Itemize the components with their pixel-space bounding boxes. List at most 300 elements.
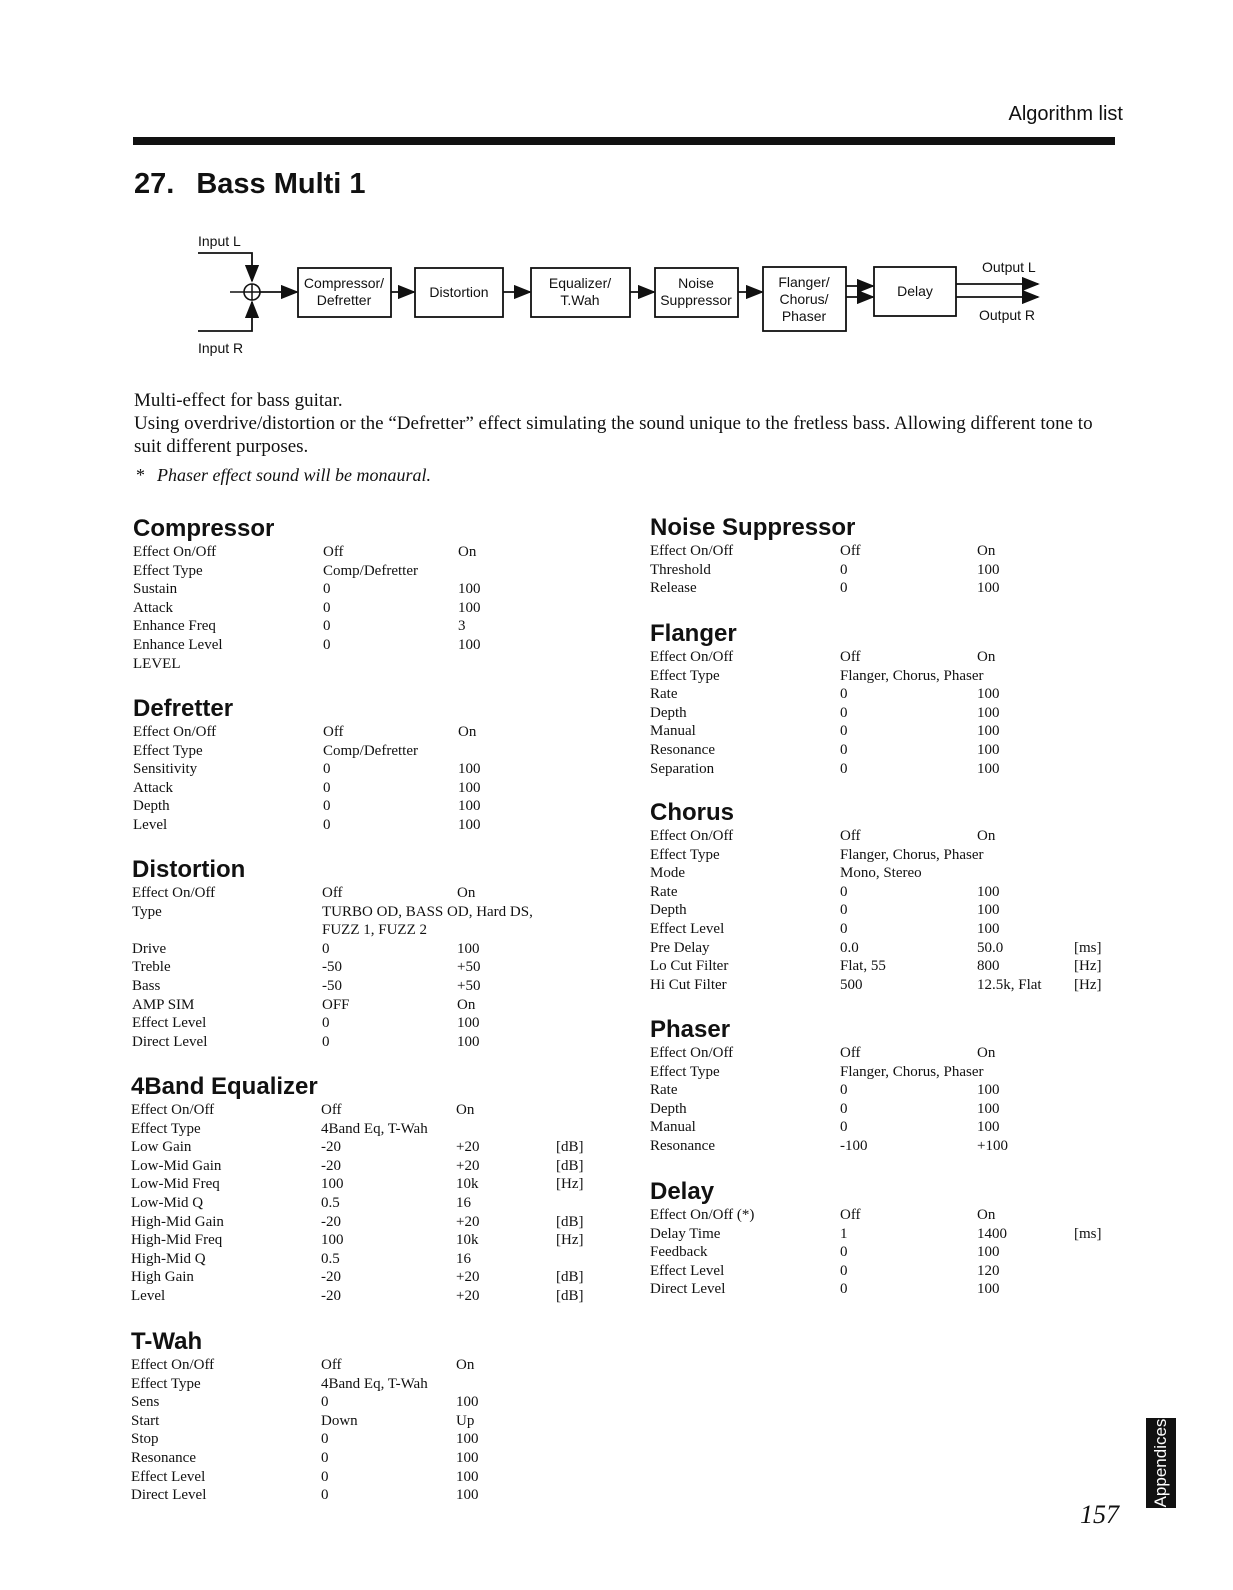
- parameter-row: [650, 542, 996, 561]
- range-max: On: [458, 544, 477, 560]
- parameter-row: [132, 977, 481, 996]
- range-max: 100: [457, 940, 480, 957]
- range-min: 0: [840, 1281, 848, 1298]
- parameter-row: [132, 921, 427, 940]
- block-distortion: [415, 268, 503, 317]
- parameter-name: Rate: [650, 686, 678, 703]
- input-r-label: Input R: [198, 340, 244, 356]
- parameter-name: Depth: [650, 902, 687, 919]
- parameter-name: Effect On/Off: [132, 885, 216, 901]
- parameter-name: Delay Time: [650, 1225, 721, 1242]
- parameter-name: Enhance Freq: [133, 618, 216, 635]
- section-title: Compressor: [133, 515, 275, 542]
- parameter-row: [133, 562, 418, 581]
- range-min: 100: [321, 1232, 344, 1249]
- range-max: 16: [456, 1250, 471, 1267]
- range-max: 100: [977, 902, 1000, 919]
- range-max: 10k: [456, 1232, 479, 1249]
- parameter-name: Feedback: [650, 1244, 708, 1261]
- parameter-row: [131, 1393, 479, 1412]
- range-min: Off: [840, 1045, 861, 1061]
- parameter-row: [650, 579, 1000, 598]
- parameter-row: [131, 1101, 475, 1120]
- range-max: 100: [458, 581, 481, 598]
- range-max: 100: [977, 580, 1000, 597]
- unit: [ms]: [1074, 1225, 1102, 1242]
- parameter-row: [650, 901, 1000, 920]
- range-max: 100: [456, 1449, 479, 1466]
- range-min: Off: [840, 1207, 861, 1223]
- range-min: 1: [840, 1225, 848, 1242]
- parameter-row: [650, 883, 1000, 902]
- parameter-row: [131, 1412, 475, 1431]
- block-delay: [874, 267, 956, 316]
- parameter-name: Rate: [650, 1082, 678, 1099]
- parameter-row: [131, 1287, 584, 1306]
- description: [134, 389, 1119, 487]
- parameter-name: Resonance: [650, 741, 715, 758]
- parameter-row: [650, 957, 1102, 976]
- parameter-row: [131, 1268, 584, 1287]
- section-flanger: [650, 620, 1000, 778]
- parameter-row: [132, 1033, 480, 1052]
- range-max: 120: [977, 1262, 1000, 1279]
- range-min: -50: [322, 959, 342, 976]
- parameter-name: Low Gain: [131, 1139, 192, 1156]
- range-max: On: [456, 1357, 475, 1373]
- block-noise-suppressor: [655, 268, 738, 317]
- section-title: Chorus: [650, 799, 734, 826]
- parameter-row: [133, 655, 274, 674]
- range-min: 0: [322, 940, 330, 957]
- parameter-name: Effect On/Off: [131, 1357, 215, 1373]
- parameter-name: Depth: [650, 1100, 687, 1117]
- unit: [Hz]: [556, 1176, 584, 1193]
- parameter-row: [133, 617, 466, 636]
- parameter-row: [131, 1213, 584, 1232]
- range-max: 100: [456, 1468, 479, 1485]
- range-max: 50.0: [977, 939, 1004, 956]
- range-min: 0: [840, 1244, 848, 1261]
- range-min: Flanger, Chorus, Phaser: [840, 667, 984, 684]
- parameter-row: [133, 816, 481, 835]
- parameter-row: [133, 599, 481, 618]
- parameter-name: Effect Type: [650, 667, 720, 684]
- parameter-name: Level: [131, 1287, 166, 1304]
- range-max: On: [458, 724, 477, 740]
- parameter-name: Rate: [650, 883, 678, 900]
- parameter-name: Effect On/Off: [133, 544, 217, 560]
- parameter-row: [132, 940, 480, 959]
- range-max: 3: [458, 618, 466, 635]
- range-max: 100: [457, 1033, 480, 1050]
- range-min: FUZZ 1, FUZZ 2: [322, 922, 427, 939]
- range-max: +20: [456, 1213, 480, 1230]
- parameter-row: [132, 958, 481, 977]
- range-max: On: [457, 885, 476, 901]
- parameter-name: Bass: [132, 977, 161, 994]
- range-min: 0: [840, 920, 848, 937]
- footnote-text: Phaser effect sound will be monaural.: [157, 465, 431, 485]
- range-min: 0: [323, 816, 331, 833]
- range-max: On: [456, 1102, 475, 1118]
- input-l-label: Input L: [198, 233, 241, 249]
- parameter-row: [131, 1250, 471, 1269]
- range-min: OFF: [322, 996, 350, 1013]
- section-chorus: [650, 799, 1102, 994]
- range-max: 16: [456, 1194, 471, 1211]
- range-min: 0: [840, 580, 848, 597]
- range-max: 100: [456, 1431, 479, 1448]
- range-max: 100: [977, 741, 1000, 758]
- block-flanger-line1: Flanger/: [778, 274, 830, 290]
- range-min: -20: [321, 1157, 341, 1174]
- range-min: 0: [840, 902, 848, 919]
- parameter-name: Effect Level: [650, 920, 725, 937]
- parameter-name: Effect Type: [650, 846, 720, 863]
- parameter-name: Mode: [650, 865, 685, 882]
- range-max: 100: [457, 1015, 480, 1032]
- range-min: 100: [321, 1176, 344, 1193]
- parameter-name: Effect Type: [131, 1120, 201, 1137]
- parameter-name: Effect On/Off: [650, 1045, 734, 1061]
- range-min: 0: [840, 1262, 848, 1279]
- range-min: -20: [321, 1287, 341, 1304]
- range-max: 100: [977, 1119, 1000, 1136]
- parameter-name: AMP SIM: [132, 996, 195, 1013]
- parameter-name: Direct Level: [650, 1281, 726, 1298]
- parameter-row: [650, 1243, 1000, 1262]
- page-number: 157: [1080, 1500, 1119, 1529]
- block-noise-line1: Noise: [678, 275, 714, 291]
- block-equalizer-twah: [531, 268, 630, 317]
- range-min: 4Band Eq, T-Wah: [321, 1375, 428, 1392]
- range-min: 0: [840, 723, 848, 740]
- range-min: Off: [322, 885, 343, 901]
- parameter-row: [650, 741, 1000, 760]
- range-max: 100: [458, 636, 481, 653]
- parameter-name: Low-Mid Gain: [131, 1157, 222, 1174]
- parameter-name: Pre Delay: [650, 939, 710, 956]
- range-min: 0: [323, 581, 331, 598]
- description-line-1: Multi-effect for bass guitar.: [134, 390, 343, 411]
- parameter-row: [650, 561, 1000, 580]
- parameter-row: [132, 996, 476, 1015]
- range-min: Off: [840, 543, 861, 559]
- parameter-row: [133, 742, 418, 761]
- range-min: 4Band Eq, T-Wah: [321, 1120, 428, 1137]
- parameter-name: Level: [133, 816, 168, 833]
- range-min: 0: [840, 1082, 848, 1099]
- parameter-name: Start: [131, 1412, 160, 1429]
- parameter-name: Effect Type: [131, 1375, 201, 1392]
- range-min: -100: [840, 1137, 868, 1154]
- parameter-name: Stop: [131, 1431, 159, 1448]
- range-max: +20: [456, 1157, 480, 1174]
- parameter-name: Enhance Level: [133, 636, 223, 653]
- range-max: 100: [456, 1487, 479, 1504]
- range-max: 100: [977, 920, 1000, 937]
- range-max: 100: [458, 599, 481, 616]
- range-min: -20: [321, 1139, 341, 1156]
- block-flanger-line3: Phaser: [781, 308, 827, 324]
- range-min: Comp/Defretter: [323, 562, 418, 579]
- output-r-label: Output R: [979, 307, 1036, 323]
- parameter-name: Depth: [650, 704, 687, 721]
- unit: [dB]: [556, 1269, 584, 1286]
- range-min: Off: [321, 1102, 342, 1118]
- parameter-name: Low-Mid Q: [131, 1194, 204, 1211]
- block-equalizer-line2: T.Wah: [560, 292, 600, 308]
- parameter-name: Resonance: [650, 1137, 715, 1154]
- parameter-name: Resonance: [131, 1449, 196, 1466]
- block-delay-label: Delay: [897, 283, 933, 299]
- section-distortion: [132, 856, 533, 1051]
- range-min: 0: [840, 561, 848, 578]
- range-max: On: [977, 649, 996, 665]
- parameter-row: [650, 1044, 996, 1063]
- input-l-line: [198, 253, 252, 281]
- parameter-name: Release: [650, 580, 697, 597]
- parameter-name: High-Mid Gain: [131, 1213, 224, 1230]
- range-min: -20: [321, 1269, 341, 1286]
- range-min: 0: [840, 883, 848, 900]
- unit: [ms]: [1074, 939, 1102, 956]
- parameter-name: Hi Cut Filter: [650, 976, 727, 993]
- parameter-row: [131, 1120, 428, 1139]
- signal-flow-diagram: [0, 0, 1233, 370]
- range-max: 100: [977, 723, 1000, 740]
- range-min: 500: [840, 976, 863, 993]
- parameter-name: Attack: [133, 599, 173, 616]
- parameter-row: [650, 685, 1000, 704]
- footnote: [134, 464, 1119, 487]
- range-min: 0: [840, 686, 848, 703]
- parameter-row: [133, 797, 481, 816]
- parameter-row: [650, 846, 984, 865]
- unit: [dB]: [556, 1213, 584, 1230]
- parameter-row: [131, 1175, 584, 1194]
- parameter-row: [650, 760, 1000, 779]
- parameter-name: Effect Type: [133, 742, 203, 759]
- range-min: Off: [840, 828, 861, 844]
- parameter-row: [650, 864, 922, 883]
- parameter-row: [650, 1100, 1000, 1119]
- range-min: Down: [321, 1412, 358, 1429]
- parameter-row: [650, 976, 1102, 995]
- range-max: 100: [977, 704, 1000, 721]
- range-min: Off: [323, 544, 344, 560]
- range-min: Flat, 55: [840, 958, 886, 975]
- parameter-name: Effect Level: [132, 1015, 207, 1032]
- range-min: Off: [840, 649, 861, 665]
- range-max: 800: [977, 958, 1000, 975]
- range-max: 100: [977, 561, 1000, 578]
- parameter-row: [131, 1231, 584, 1250]
- range-max: 10k: [456, 1176, 479, 1193]
- parameter-row: [650, 648, 996, 667]
- parameter-row: [650, 1262, 1000, 1281]
- range-max: 100: [458, 798, 481, 815]
- section-compressor: [133, 515, 481, 673]
- range-max: 12.5k, Flat: [977, 976, 1042, 993]
- parameter-name: Effect On/Off (*): [650, 1207, 755, 1223]
- range-max: 1400: [977, 1225, 1007, 1242]
- range-max: 100: [458, 779, 481, 796]
- range-min: 0: [323, 798, 331, 815]
- parameter-name: High Gain: [131, 1269, 194, 1286]
- parameter-name: Effect On/Off: [650, 543, 734, 559]
- parameter-row: [650, 1081, 1000, 1100]
- parameter-row: [132, 903, 533, 922]
- parameter-row: [131, 1486, 479, 1505]
- section-delay: [650, 1178, 1102, 1299]
- parameter-row: [650, 1280, 1000, 1299]
- parameter-name: Attack: [133, 779, 173, 796]
- range-max: 100: [458, 761, 481, 778]
- parameter-name: Treble: [132, 959, 171, 976]
- range-max: 100: [977, 760, 1000, 777]
- parameter-row: [650, 939, 1102, 958]
- range-min: 0: [321, 1431, 329, 1448]
- input-r-line: [198, 302, 252, 331]
- range-min: -20: [321, 1213, 341, 1230]
- parameter-name: Effect Level: [131, 1468, 206, 1485]
- range-max: 100: [977, 1244, 1000, 1261]
- algorithm-name: Bass Multi 1: [196, 168, 366, 200]
- range-max: +20: [456, 1269, 480, 1286]
- range-min: 0: [323, 636, 331, 653]
- block-compressor-line1: Compressor/: [303, 275, 385, 291]
- parameter-row: [132, 884, 476, 903]
- range-min: 0.5: [321, 1194, 340, 1211]
- range-min: 0: [321, 1468, 329, 1485]
- parameter-row: [650, 667, 984, 686]
- range-min: 0: [323, 599, 331, 616]
- parameter-row: [131, 1138, 584, 1157]
- parameter-row: [131, 1356, 475, 1375]
- parameter-row: [650, 704, 1000, 723]
- block-compressor-defretter: [298, 268, 391, 317]
- range-min: 0: [322, 1015, 330, 1032]
- range-min: Comp/Defretter: [323, 742, 418, 759]
- parameter-row: [133, 723, 477, 742]
- parameter-name: Direct Level: [131, 1487, 207, 1504]
- range-min: Off: [323, 724, 344, 740]
- mixer-icon: [244, 284, 260, 300]
- section-defretter: [133, 695, 481, 835]
- parameter-name: Manual: [650, 723, 696, 740]
- parameter-row: [133, 779, 481, 798]
- range-max: On: [977, 1207, 996, 1223]
- parameter-row: [133, 636, 481, 655]
- section-title: Noise Suppressor: [650, 514, 856, 541]
- range-min: 0: [323, 618, 331, 635]
- range-max: +100: [977, 1137, 1008, 1154]
- parameter-row: [650, 827, 996, 846]
- range-max: 100: [977, 1281, 1000, 1298]
- range-min: 0: [840, 1100, 848, 1117]
- range-max: 100: [977, 1082, 1000, 1099]
- parameter-name: Sensitivity: [133, 761, 198, 778]
- parameter-name: Effect On/Off: [133, 724, 217, 740]
- block-flanger-line2: Chorus/: [779, 291, 829, 307]
- parameter-name: Effect Type: [133, 562, 203, 579]
- parameter-row: [650, 1225, 1102, 1244]
- parameter-row: [132, 1014, 480, 1033]
- range-min: Flanger, Chorus, Phaser: [840, 846, 984, 863]
- parameter-name: Direct Level: [132, 1033, 208, 1050]
- section-t-wah: [131, 1328, 479, 1505]
- range-max: 100: [977, 1100, 1000, 1117]
- parameter-name: Sens: [131, 1394, 160, 1411]
- section-phaser: [650, 1016, 1008, 1156]
- unit: [Hz]: [1074, 958, 1102, 975]
- range-min: Mono, Stereo: [840, 865, 922, 882]
- range-max: Up: [456, 1412, 475, 1429]
- section-noise-suppressor: [650, 514, 1000, 598]
- section-4band-equalizer: [131, 1073, 584, 1306]
- range-min: 0: [323, 779, 331, 796]
- unit: [dB]: [556, 1287, 584, 1304]
- range-min: Off: [321, 1357, 342, 1373]
- parameter-name: Effect On/Off: [650, 828, 734, 844]
- section-title: T-Wah: [131, 1328, 203, 1355]
- parameter-row: [650, 1063, 984, 1082]
- parameter-name: Depth: [133, 798, 170, 815]
- section-title: Phaser: [650, 1016, 731, 1043]
- range-min: 0: [321, 1394, 329, 1411]
- section-title: Distortion: [132, 856, 246, 883]
- algorithm-number: 27.: [134, 168, 175, 200]
- parameter-row: [133, 543, 477, 562]
- block-noise-line2: Suppressor: [660, 292, 732, 308]
- section-title: Flanger: [650, 620, 737, 647]
- range-max: +20: [456, 1139, 480, 1156]
- parameter-name: Effect Type: [650, 1063, 720, 1080]
- range-max: 100: [458, 816, 481, 833]
- parameter-row: [133, 760, 481, 779]
- block-distortion-label: Distortion: [429, 284, 489, 300]
- range-min: 0: [321, 1487, 329, 1504]
- parameter-row: [131, 1430, 479, 1449]
- section-title: 4Band Equalizer: [131, 1073, 318, 1100]
- range-min: 0: [840, 741, 848, 758]
- parameter-row: [650, 722, 1000, 741]
- range-min: TURBO OD, BASS OD, Hard DS,: [322, 903, 533, 920]
- output-l-label: Output L: [982, 259, 1036, 275]
- parameter-name: Lo Cut Filter: [650, 958, 729, 975]
- parameter-row: [131, 1468, 479, 1487]
- range-min: 0: [840, 760, 848, 777]
- unit: [Hz]: [1074, 976, 1102, 993]
- range-min: 0.0: [840, 939, 859, 956]
- range-max: On: [457, 996, 476, 1013]
- parameter-name: Effect Level: [650, 1262, 725, 1279]
- range-max: 100: [456, 1394, 479, 1411]
- unit: [Hz]: [556, 1232, 584, 1249]
- parameter-row: [131, 1375, 428, 1394]
- description-line-2: Using overdrive/distortion or the “Defretter” effect simulating the sound unique to the fretless bass. Allowing different tone to suit different purposes.: [134, 413, 1093, 457]
- parameter-row: [650, 920, 1000, 939]
- appendices-tab-label: Appendices: [1151, 1418, 1170, 1508]
- range-min: 0: [840, 1119, 848, 1136]
- block-flanger-chorus-phaser: [763, 267, 846, 331]
- parameter-name: Manual: [650, 1119, 696, 1136]
- range-min: 0: [840, 704, 848, 721]
- section-title: Delay: [650, 1178, 715, 1205]
- range-min: -50: [322, 977, 342, 994]
